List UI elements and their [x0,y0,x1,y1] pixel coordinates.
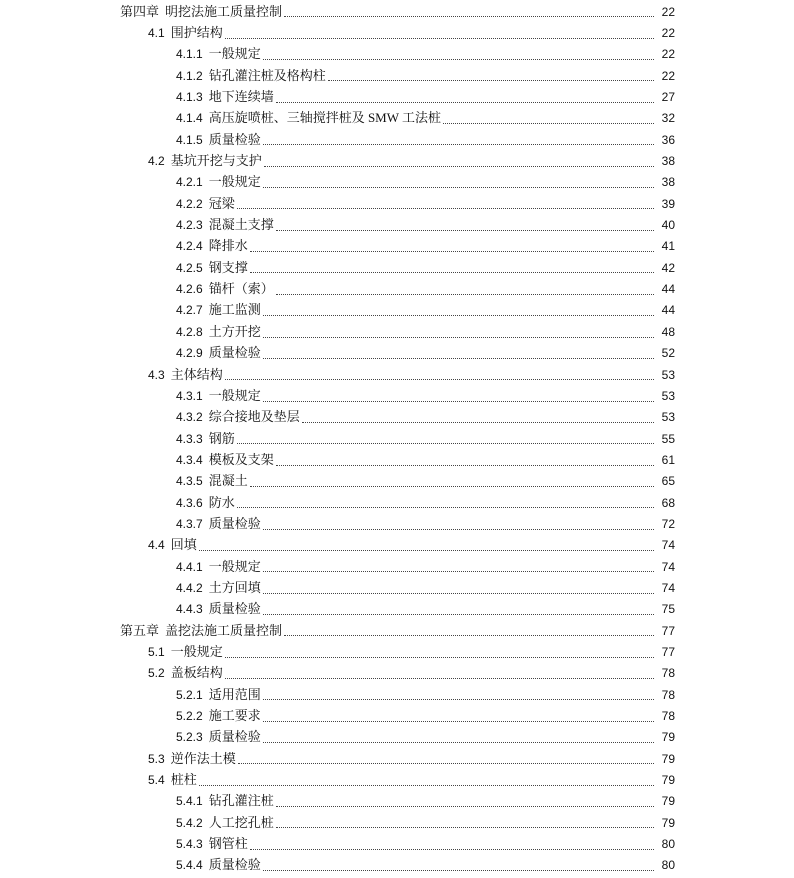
toc-dot-leader [264,165,654,167]
toc-dot-leader [225,378,654,380]
toc-page-number: 40 [661,218,675,233]
toc-subsection-entry[interactable] [0,278,794,299]
toc-page-number: 79 [661,794,675,809]
toc-dot-leader [263,720,654,722]
toc-dot-leader [263,613,654,615]
toc-entry-number: 4.2.3 [176,218,203,233]
toc-dot-leader [237,442,654,444]
toc-dot-leader [225,677,654,679]
toc-entry-title: 钻孔灌注桩 [208,793,274,809]
toc-subsection-entry[interactable] [0,257,794,278]
toc-dot-leader [263,570,654,572]
toc-entry-title: 质量检验 [208,601,261,617]
toc-entry-title: 混凝土 [208,473,248,489]
toc-dot-leader [263,314,654,316]
toc-subsection-entry[interactable] [0,684,794,705]
toc-subsection-entry[interactable] [0,833,794,854]
toc-entry-number: 4.4.3 [176,602,203,617]
toc-entry-title: 主体结构 [170,366,223,382]
toc-entry-number: 4.3 [148,367,165,382]
toc-entry-title: 钢支撑 [208,259,248,275]
toc-entry-title: 盖挖法施工质量控制 [165,622,283,638]
toc-page-number: 79 [661,773,675,788]
toc-entry-number: 5.4.2 [176,815,203,830]
toc-entry-number: 4.2.8 [176,324,203,339]
toc-dot-leader [263,336,654,338]
toc-dot-leader [263,357,654,359]
toc-entry-title: 人工挖孔桩 [208,814,274,830]
toc-dot-leader [225,37,654,39]
toc-entry-number: 4.1 [148,26,165,41]
toc-page-number: 22 [661,26,675,41]
toc-page-number: 53 [661,367,675,382]
toc-page-number: 38 [661,175,675,190]
toc-subsection-entry[interactable] [0,193,794,214]
toc-entry-title: 逆作法土模 [170,750,236,766]
toc-entry-title: 钢筋 [208,430,235,446]
toc-entry-title: 回填 [170,537,197,553]
toc-subsection-entry[interactable] [0,321,794,342]
toc-page-number: 80 [661,858,675,873]
toc-section-entry[interactable] [0,641,794,662]
toc-entry-title: 模板及支架 [208,451,274,467]
toc-dot-leader [263,869,654,871]
toc-entry-number: 第四章 [120,3,160,19]
toc-chapter-entry[interactable] [0,1,794,22]
toc-dot-leader [263,528,654,530]
toc-entry-title: 质量检验 [208,857,261,873]
toc-entry-title: 钢管柱 [208,836,248,852]
toc-entry-number: 4.2.4 [176,239,203,254]
toc-subsection-entry[interactable] [0,385,794,406]
toc-entry-title: 综合接地及垫层 [208,409,300,425]
toc-entry-number: 4.3.1 [176,388,203,403]
table-of-contents [0,1,794,876]
toc-dot-leader [276,229,654,231]
toc-entry-title: 钻孔灌注桩及格构柱 [208,67,326,83]
toc-dot-leader [443,122,654,124]
toc-entry-number: 4.4.2 [176,580,203,595]
toc-page-number: 79 [661,730,675,745]
toc-entry-number: 4.2.7 [176,303,203,318]
toc-dot-leader [284,15,654,17]
toc-entry-title: 一般规定 [208,558,261,574]
toc-entry-number: 5.2 [148,666,165,681]
toc-page-number: 61 [661,452,675,467]
toc-entry-number: 5.2.1 [176,687,203,702]
toc-entry-title: 土方回填 [208,579,261,595]
toc-entry-number: 5.4.3 [176,837,203,852]
toc-page-number: 22 [661,47,675,62]
toc-entry-title: 一般规定 [170,643,223,659]
toc-page-number: 79 [661,815,675,830]
toc-entry-title: 质量检验 [208,345,261,361]
toc-subsection-entry[interactable] [0,86,794,107]
toc-entry-title: 土方开挖 [208,323,261,339]
toc-dot-leader [199,784,654,786]
toc-entry-number: 4.2.9 [176,346,203,361]
toc-entry-number: 4.2.6 [176,282,203,297]
toc-section-entry[interactable] [0,150,794,171]
toc-subsection-entry[interactable] [0,236,794,257]
toc-subsection-entry[interactable] [0,791,794,812]
toc-dot-leader [225,656,654,658]
toc-subsection-entry[interactable] [0,44,794,65]
toc-subsection-entry[interactable] [0,855,794,876]
toc-entry-number: 4.2.5 [176,260,203,275]
toc-entry-title: 基坑开挖与支护 [170,153,262,169]
toc-page-number: 65 [661,474,675,489]
toc-entry-title: 地下连续墙 [208,89,274,105]
toc-subsection-entry[interactable] [0,577,794,598]
toc-dot-leader [237,506,654,508]
toc-entry-title: 施工监测 [208,302,261,318]
toc-entry-number: 4.3.2 [176,410,203,425]
toc-section-entry[interactable] [0,663,794,684]
toc-page-number: 53 [661,410,675,425]
toc-page-number: 44 [661,303,675,318]
toc-entry-number: 4.3.6 [176,495,203,510]
toc-section-entry[interactable] [0,22,794,43]
toc-page-number: 22 [661,68,675,83]
toc-dot-leader [276,293,654,295]
toc-subsection-entry[interactable] [0,343,794,364]
toc-subsection-entry[interactable] [0,471,794,492]
toc-entry-title: 质量检验 [208,515,261,531]
toc-entry-title: 混凝土支撑 [208,217,274,233]
toc-dot-leader [276,101,654,103]
toc-entry-title: 锚杆（索） [208,281,274,297]
toc-page-number: 41 [661,239,675,254]
toc-subsection-entry[interactable] [0,556,794,577]
toc-page-number: 75 [661,602,675,617]
toc-subsection-entry[interactable] [0,812,794,833]
toc-entry-title: 适用范围 [208,686,261,702]
toc-entry-title: 明挖法施工质量控制 [165,3,283,19]
toc-page-number: 74 [661,580,675,595]
toc-subsection-entry[interactable] [0,214,794,235]
toc-entry-title: 质量检验 [208,131,261,147]
toc-dot-leader [276,805,654,807]
toc-entry-title: 围护结构 [170,25,223,41]
toc-dot-leader [263,592,654,594]
toc-entry-number: 4.3.3 [176,431,203,446]
toc-subsection-entry[interactable] [0,428,794,449]
toc-dot-leader [250,485,654,487]
toc-page-number: 38 [661,154,675,169]
toc-subsection-entry[interactable] [0,727,794,748]
toc-dot-leader [250,271,654,273]
toc-dot-leader [237,207,654,209]
toc-entry-number: 4.1.1 [176,47,203,62]
toc-entry-number: 5.4.1 [176,794,203,809]
toc-subsection-entry[interactable] [0,407,794,428]
toc-entry-number: 第五章 [120,622,160,638]
toc-page-number: 78 [661,687,675,702]
toc-page-number: 78 [661,666,675,681]
toc-entry-number: 4.2.2 [176,196,203,211]
toc-entry-number: 4.3.4 [176,452,203,467]
toc-page-number: 74 [661,538,675,553]
toc-entry-title: 桩柱 [170,772,197,788]
toc-section-entry[interactable] [0,748,794,769]
toc-subsection-entry[interactable] [0,300,794,321]
toc-entry-number: 4.1.2 [176,68,203,83]
toc-dot-leader [250,848,654,850]
toc-entry-number: 5.1 [148,644,165,659]
toc-page-number: 78 [661,709,675,724]
toc-page-number: 27 [661,90,675,105]
toc-dot-leader [276,826,654,828]
toc-page-number: 48 [661,324,675,339]
toc-entry-number: 4.1.4 [176,111,203,126]
toc-page-number: 42 [661,260,675,275]
toc-page-number: 53 [661,388,675,403]
toc-dot-leader [263,143,654,145]
toc-entry-number: 4.3.5 [176,474,203,489]
toc-subsection-entry[interactable] [0,449,794,470]
toc-entry-number: 5.4 [148,773,165,788]
toc-entry-number: 4.2 [148,154,165,169]
toc-chapter-entry[interactable] [0,620,794,641]
toc-dot-leader [263,186,654,188]
toc-dot-leader [263,58,654,60]
toc-entry-title: 防水 [208,494,235,510]
toc-entry-title: 质量检验 [208,729,261,745]
toc-subsection-entry[interactable] [0,108,794,129]
toc-entry-number: 4.4 [148,538,165,553]
toc-page-number: 72 [661,516,675,531]
toc-subsection-entry[interactable] [0,65,794,86]
toc-dot-leader [263,698,654,700]
toc-dot-leader [250,250,654,252]
toc-subsection-entry[interactable] [0,129,794,150]
toc-entry-title: 一般规定 [208,387,261,403]
toc-page-number: 44 [661,282,675,297]
toc-entry-number: 5.2.3 [176,730,203,745]
toc-page-number: 77 [661,644,675,659]
toc-page-number: 77 [661,623,675,638]
toc-page-number: 39 [661,196,675,211]
toc-dot-leader [328,79,654,81]
toc-subsection-entry[interactable] [0,599,794,620]
toc-subsection-entry[interactable] [0,172,794,193]
toc-section-entry[interactable] [0,769,794,790]
toc-dot-leader [276,464,654,466]
toc-entry-title: 降排水 [208,238,248,254]
toc-page-number: 68 [661,495,675,510]
toc-dot-leader [284,634,654,636]
toc-page-number: 55 [661,431,675,446]
toc-entry-number: 4.2.1 [176,175,203,190]
toc-entry-number: 4.3.7 [176,516,203,531]
toc-dot-leader [263,741,654,743]
toc-entry-number: 5.2.2 [176,709,203,724]
toc-section-entry[interactable] [0,364,794,385]
toc-page-number: 52 [661,346,675,361]
toc-page-number: 32 [661,111,675,126]
toc-entry-number: 4.4.1 [176,559,203,574]
toc-entry-number: 4.1.3 [176,90,203,105]
toc-page-number: 36 [661,132,675,147]
toc-subsection-entry[interactable] [0,705,794,726]
toc-entry-title: 一般规定 [208,46,261,62]
toc-page-number: 79 [661,751,675,766]
toc-dot-leader [238,762,654,764]
toc-section-entry[interactable] [0,535,794,556]
toc-page-number: 74 [661,559,675,574]
toc-entry-title: 冠梁 [208,195,235,211]
toc-entry-title: 施工要求 [208,708,261,724]
toc-entry-title: 高压旋喷桩、三轴搅拌桩及 SMW 工法桩 [208,110,442,126]
toc-entry-title: 盖板结构 [170,665,223,681]
toc-page-number: 22 [661,4,675,19]
toc-subsection-entry[interactable] [0,492,794,513]
toc-entry-number: 4.1.5 [176,132,203,147]
toc-entry-title: 一般规定 [208,174,261,190]
toc-dot-leader [199,549,654,551]
toc-dot-leader [302,421,654,423]
toc-page-number: 80 [661,837,675,852]
toc-entry-number: 5.3 [148,751,165,766]
toc-subsection-entry[interactable] [0,513,794,534]
toc-entry-number: 5.4.4 [176,858,203,873]
toc-dot-leader [263,400,654,402]
